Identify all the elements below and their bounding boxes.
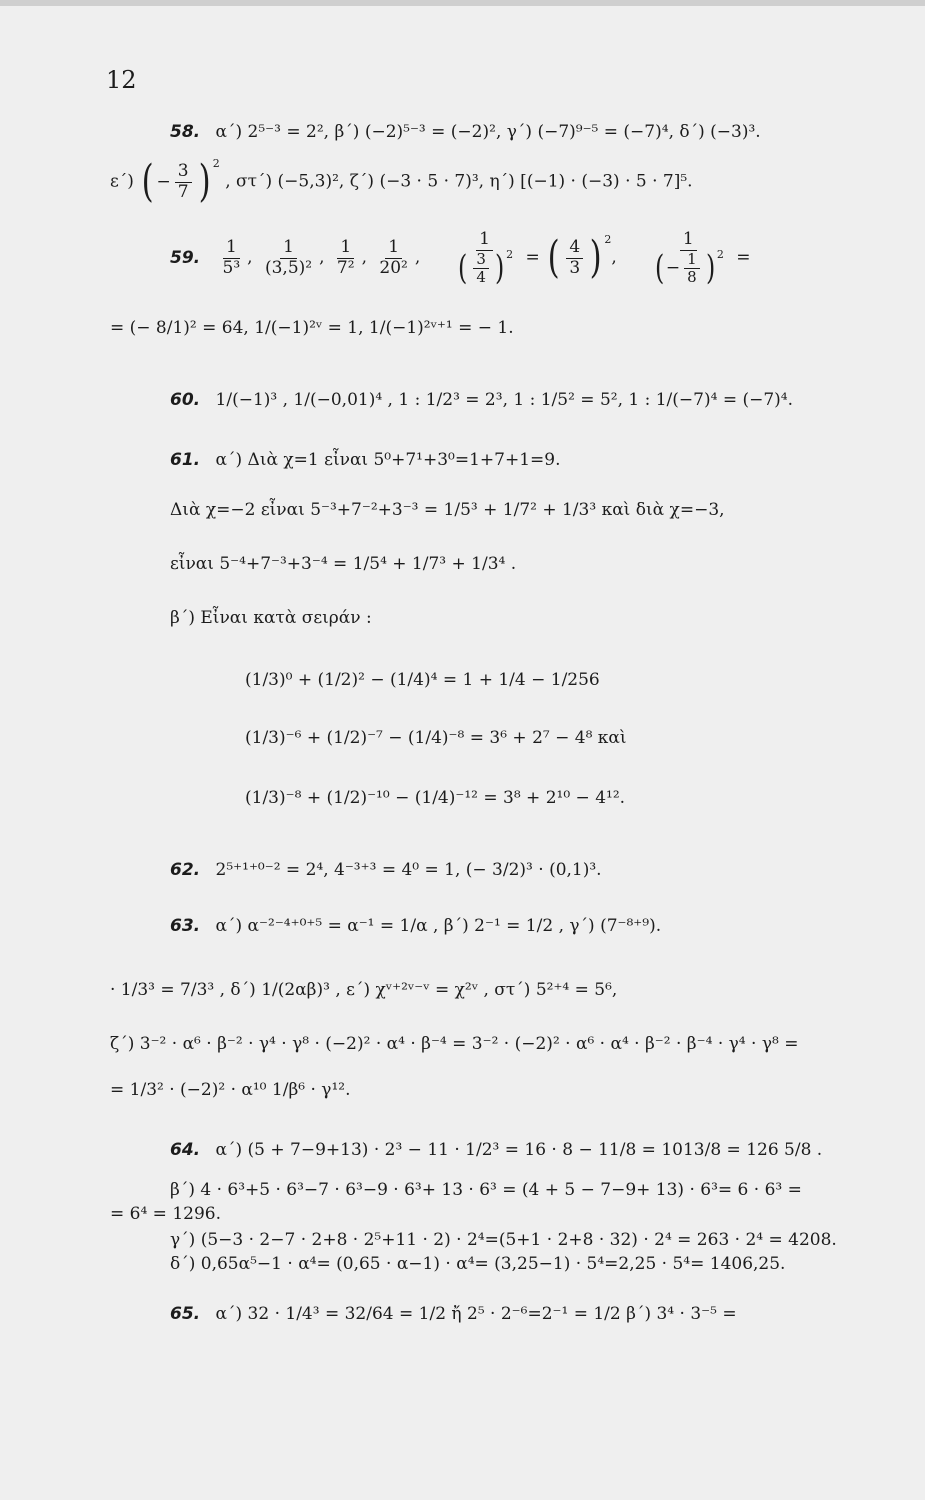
- exercise-number: 60.: [170, 390, 201, 410]
- exercise-59-line1: 59. $\frac{1}{\text{5³}}$ , $\frac{1}{\text{(3,5)²}}$ , $\frac{1}{\text{7²}}$ , $\frac{1}{\text{20²}}$ , 1 ( 3 4 ) 2 = ( 4 3 ) 2 , 1 ( − 1 8 ) 2 =: [170, 229, 751, 289]
- exercise-61-line3: εἶναι 5⁻⁴+7⁻³+3⁻⁴ = 1/5⁴ + 1/7³ + 1/3⁴ .: [170, 554, 517, 574]
- exercise-text: α΄) 2⁵⁻³ = 2², β΄) (−2)⁵⁻³ = (−2)², γ΄) (−7)⁹⁻⁵ = (−7)⁴, δ΄) (−3)³.: [215, 122, 761, 142]
- exercise-61-line4: β΄) Εἶναι κατὰ σειράν :: [170, 608, 372, 628]
- exercise-text: α΄) Διὰ χ=1 εἶναι 5⁰+7¹+3⁰=1+7+1=9.: [215, 450, 561, 470]
- parenthesized-fraction: ( − 3 7 ) 2: [141, 156, 220, 207]
- item-label: ε΄): [110, 171, 134, 192]
- exercise-61-line1: [170, 452, 561, 469]
- exercise-number: 62.: [170, 860, 201, 880]
- exercise-number: 64.: [170, 1140, 201, 1160]
- exercise-number: 58.: [170, 122, 201, 142]
- exercise-number: 61.: [170, 450, 201, 470]
- exercise-text: α΄) α⁻²⁻⁴⁺⁰⁺⁵ = α⁻¹ = 1/α , β΄) 2⁻¹ = 1/2 , γ΄) (7⁻⁸⁺⁹).: [215, 916, 662, 936]
- page-number: 12: [106, 66, 137, 94]
- exercise-63-line3: ζ΄) 3⁻² · α⁶ · β⁻² · γ⁴ · γ⁸ · (−2)² · α⁴ · β⁻⁴ = 3⁻² · (−2)² · α⁶ · α⁴ · β⁻² · β⁻⁴ · γ⁴ · γ⁸ =: [110, 1034, 799, 1054]
- exercise-64-line4: γ΄) (5−3 · 2−7 · 2+8 · 2⁵+11 · 2) · 2⁴=(5+1 · 2+8 · 32) · 2⁴ = 263 · 2⁴ = 4208.: [170, 1230, 837, 1250]
- exercise-61-row2: (1/3)⁻⁶ + (1/2)⁻⁷ − (1/4)⁻⁸ = 3⁶ + 2⁷ − 4⁸ καὶ: [245, 728, 627, 748]
- exercise-63-line2: · 1/3³ = 7/3³ , δ΄) 1/(2αβ)³ , ε΄) χᵛ⁺²ᵛ⁻ᵛ = χ²ᵛ , στ΄) 5²⁺⁴ = 5⁶,: [110, 980, 618, 1000]
- exercise-64-line5: δ΄) 0,65α⁵−1 · α⁴= (0,65 · α−1) · α⁴= (3,25−1) · 5⁴=2,25 · 5⁴= 1406,25.: [170, 1254, 786, 1274]
- exercise-text: = (− 8/1)² = 64, 1/(−1)²ᵛ = 1, 1/(−1)²ᵛ⁺¹ = − 1.: [110, 318, 514, 338]
- exercise-65: [170, 1306, 737, 1323]
- exercise-61-line2: Διὰ χ=−2 εἶναι 5⁻³+7⁻²+3⁻³ = 1/5³ + 1/7² + 1/3³ καὶ διὰ χ=−3,: [170, 500, 725, 520]
- exercise-64-line1: [170, 1142, 822, 1159]
- exercise-61-row1: (1/3)⁰ + (1/2)² − (1/4)⁴ = 1 + 1/4 − 1/256: [245, 670, 600, 690]
- page-top-edge: [0, 0, 925, 6]
- exercise-63-line1: [170, 918, 661, 935]
- exercise-number: 59.: [170, 247, 201, 268]
- exercise-59-line2: [110, 320, 514, 337]
- exercise-text: 1/(−1)³ , 1/(−0,01)⁴ , 1 : 1/2³ = 2³, 1 : 1/5² = 5², 1 : 1/(−7)⁴ = (−7)⁴.: [215, 390, 794, 410]
- exercise-63-line4: = 1/3² · (−2)² · α¹⁰ 1/β⁶ · γ¹².: [110, 1080, 351, 1100]
- exercise-64-line2: β΄) 4 · 6³+5 · 6³−7 · 6³−9 · 6³+ 13 · 6³ = (4 + 5 − 7−9+ 13) · 6³= 6 · 6³ =: [170, 1180, 802, 1200]
- exercise-60: [170, 392, 793, 409]
- exercise-61-row3: (1/3)⁻⁸ + (1/2)⁻¹⁰ − (1/4)⁻¹² = 3⁸ + 2¹⁰ − 4¹².: [245, 788, 626, 808]
- exercise-number: 63.: [170, 916, 201, 936]
- exercise-64-line3: = 6⁴ = 1296.: [110, 1204, 221, 1224]
- exercise-62: [170, 862, 602, 879]
- exercise-text: α΄) (5 + 7−9+13) · 2³ − 11 · 1/2³ = 16 · 8 − 11/8 = 1013/8 = 126 5/8 .: [215, 1140, 823, 1160]
- exercise-text: , στ΄) (−5,3)², ζ΄) (−3 · 5 · 7)³, η΄) [(−1) · (−3) · 5 · 7]⁵.: [225, 171, 693, 192]
- exercise-58-line1: [170, 124, 761, 141]
- fraction: 3 7: [175, 162, 192, 202]
- exercise-text: 2⁵⁺¹⁺⁰⁻² = 2⁴, 4⁻³⁺³ = 4⁰ = 1, (− 3/2)³ · (0,1)³.: [215, 860, 602, 880]
- exercise-number: 65.: [170, 1304, 201, 1324]
- exercise-58-line2: [110, 156, 693, 207]
- exercise-text: α΄) 32 · 1/4³ = 32/64 = 1/2 ἤ 2⁵ · 2⁻⁶=2⁻¹ = 1/2 β΄) 3⁴ · 3⁻⁵ =: [215, 1304, 737, 1324]
